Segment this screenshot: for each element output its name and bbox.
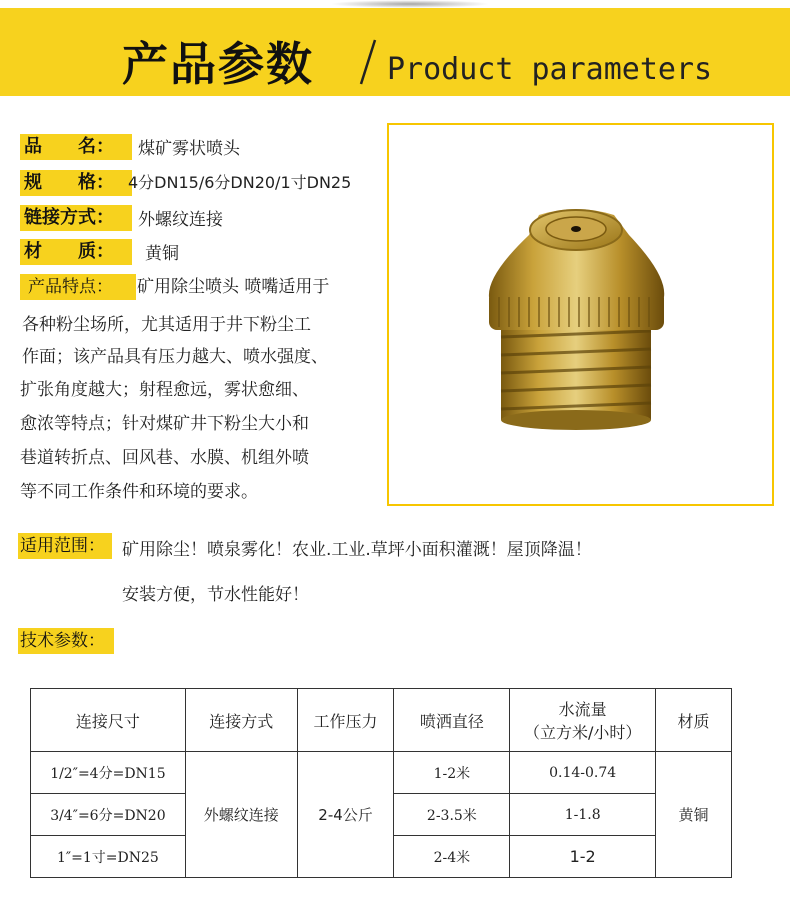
cell-pressure: 2-4公斤 <box>297 752 394 878</box>
cell-size: 3/4″=6分=DN20 <box>31 794 186 836</box>
params-table <box>30 688 732 878</box>
cell-flow: 0.14-0.74 <box>510 752 656 794</box>
scope-text-2: 安装方便，节水性能好！ <box>122 585 309 605</box>
cell-size: 1/2″=4分=DN15 <box>31 752 186 794</box>
header-flow-unit: （立方米/小时） <box>523 723 642 742</box>
header-flow-title: 水流量 <box>558 700 607 719</box>
title-separator <box>358 38 378 86</box>
top-shadow <box>330 0 490 8</box>
features-line: 等不同工作条件和环境的要求。 <box>20 482 258 502</box>
cell-flow: 1-1.8 <box>510 794 656 836</box>
cell-size: 1″=1寸=DN25 <box>31 836 186 878</box>
label-spec: 规 格： <box>20 170 132 196</box>
header-diameter: 喷洒直径 <box>394 689 510 752</box>
label-connection: 链接方式： <box>20 205 132 231</box>
features-line: 巷道转折点、回风巷、水膜、机组外喷 <box>20 448 309 468</box>
value-material: 黄铜 <box>145 244 179 264</box>
cell-diameter: 2-3.5米 <box>394 794 510 836</box>
value-connection: 外螺纹连接 <box>138 210 223 230</box>
value-name: 煤矿雾状喷头 <box>138 139 240 159</box>
header-pressure: 工作压力 <box>297 689 394 752</box>
features-line: 作面；该产品具有压力越大、喷水强度、 <box>22 347 328 367</box>
label-tech-params: 技术参数： <box>18 628 114 654</box>
cell-diameter: 2-4米 <box>394 836 510 878</box>
cell-diameter: 1-2米 <box>394 752 510 794</box>
table-row <box>31 752 732 794</box>
brass-nozzle-image <box>389 125 772 504</box>
label-name: 品 名： <box>20 134 132 160</box>
scope-text: 矿用除尘！喷泉雾化！农业.工业.草坪小面积灌溉！屋顶降温！ <box>122 540 592 560</box>
header-banner <box>0 8 790 96</box>
header-connection: 连接方式 <box>185 689 297 752</box>
cell-flow: 1-2 <box>510 836 656 878</box>
header-flow <box>510 689 656 752</box>
table-header-row <box>31 689 732 752</box>
header-material: 材质 <box>656 689 732 752</box>
features-line: 矿用除尘喷头 喷嘴适用于 <box>137 277 330 297</box>
page-subtitle: Product parameters <box>387 52 713 87</box>
features-line: 愈浓等特点；针对煤矿井下粉尘大小和 <box>20 414 309 434</box>
features-line: 扩张角度越大；射程愈远，雾状愈细、 <box>20 380 309 400</box>
cell-material: 黄铜 <box>656 752 732 878</box>
label-features: 产品特点： <box>20 274 136 300</box>
label-material: 材 质： <box>20 239 132 265</box>
product-photo <box>387 123 774 506</box>
value-spec: 4分DN15/6分DN20/1寸DN25 <box>128 173 352 192</box>
cell-connection: 外螺纹连接 <box>185 752 297 878</box>
features-line: 各种粉尘场所，尤其适用于井下粉尘工 <box>22 315 311 335</box>
page-title: 产品参数 <box>122 37 314 91</box>
header-size: 连接尺寸 <box>31 689 186 752</box>
label-scope: 适用范围： <box>18 533 112 559</box>
